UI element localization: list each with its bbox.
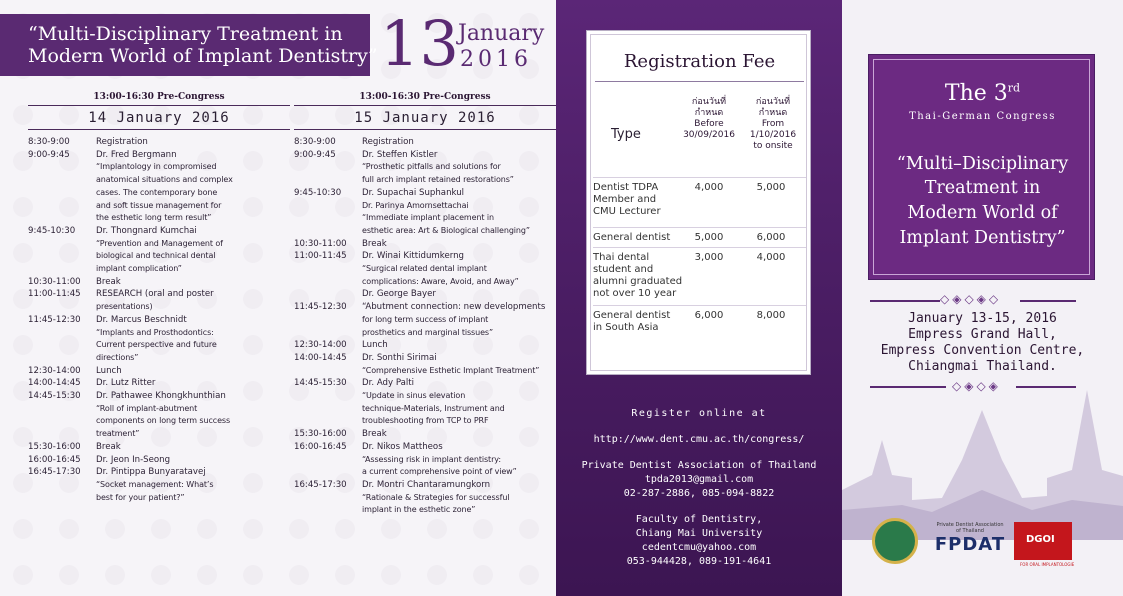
- fee-type-line: Thai dental: [593, 252, 650, 263]
- edition-text: The 3: [944, 81, 1008, 106]
- session-description: esthetic area: Art & Biological challenging”: [362, 225, 530, 235]
- session-title: Break: [96, 441, 121, 452]
- column-header-line: 30/09/2016: [683, 130, 735, 140]
- session-description: “Prevention and Management of: [96, 238, 223, 248]
- session-details: [362, 288, 556, 301]
- fee-from: 8,000: [756, 310, 786, 321]
- session-title: “Abutment connection: new developments: [362, 302, 546, 313]
- session-details: [96, 454, 290, 467]
- session-title: Dr. Pintippa Bunyaratavej: [96, 467, 206, 478]
- session-description: full arch implant retained restorations”: [362, 175, 514, 185]
- program-banner: [0, 14, 378, 76]
- session-title: Dr. George Bayer: [362, 289, 436, 300]
- session-description: “Update in sinus elevation: [362, 391, 466, 401]
- type-header: Type: [611, 127, 641, 142]
- cover-title-box: [868, 54, 1095, 280]
- cover-title-line-1: “Multi–Disciplinary: [896, 154, 1069, 174]
- session-row: [294, 352, 556, 377]
- session-details: [362, 428, 556, 441]
- org2-email[interactable]: cedentcmu@yahoo.com: [641, 542, 757, 553]
- big-date-day: 13: [380, 7, 459, 80]
- session-time: 8:30-9:00: [28, 137, 70, 147]
- session-details: [96, 136, 290, 149]
- session-row: [28, 454, 290, 467]
- session-description: “Assessing risk in implant dentistry:: [362, 454, 501, 464]
- session-time: 14:45-15:30: [294, 378, 347, 389]
- session-description: “Implants and Prosthodontics:: [96, 327, 214, 337]
- fee-before: 3,000: [694, 252, 724, 263]
- session-time: 12:30-14:00: [28, 365, 81, 376]
- big-date-month: January: [458, 21, 545, 46]
- congress-subtitle: Thai-German Congress: [909, 111, 1056, 122]
- session-details: [362, 250, 556, 288]
- chiang-mai-university-logo-icon: [872, 518, 918, 564]
- session-time: 8:30-9:00: [294, 137, 336, 147]
- session-details: [362, 136, 556, 149]
- banner-line-1: “Multi-Disciplinary Treatment in: [28, 23, 343, 45]
- session-row: [28, 377, 290, 390]
- session-details: [362, 352, 556, 377]
- divider: [595, 81, 804, 82]
- ornament-icon: ◇◈◇◈: [952, 379, 1001, 393]
- org1-name: Private Dentist Association of Thailand: [581, 460, 817, 471]
- session-details: [362, 187, 556, 238]
- session-description: “Surgical related dental implant: [362, 264, 487, 274]
- session-time: 9:45-10:30: [294, 187, 342, 198]
- session-title: Dr. Steffen Kistler: [362, 149, 438, 160]
- big-date-year: 2016: [460, 47, 532, 72]
- fee-from: 5,000: [756, 182, 786, 193]
- column-header-line: 1/10/2016: [749, 130, 797, 140]
- session-details: [362, 339, 556, 352]
- session-time: 14:45-15:30: [28, 391, 81, 402]
- session-details: [96, 314, 290, 365]
- session-title: Dr. Montri Chantaramungkorn: [362, 479, 491, 490]
- session-description: a current comprehensive point of view”: [362, 467, 517, 477]
- session-time: 10:30-11:00: [28, 276, 81, 287]
- session-title: Break: [362, 429, 387, 440]
- fee-type-line: Dentist TDPA: [593, 182, 659, 193]
- registration-fee-table: [586, 30, 811, 375]
- org1-phone: 02-287-2886, 085-094-8822: [623, 488, 775, 499]
- session-details: [362, 149, 556, 187]
- day-1-schedule: [28, 92, 290, 504]
- session-row: [28, 276, 290, 289]
- session-details: [362, 479, 556, 517]
- session-row: [294, 441, 556, 479]
- column-header-line: Before: [694, 119, 724, 129]
- fee-type-line: not over 10 year: [593, 288, 677, 299]
- org2-phone: 053-944428, 089-191-4641: [626, 556, 772, 567]
- session-description: implant complication”: [96, 264, 182, 274]
- venue-line-2: Empress Convention Centre,: [880, 343, 1085, 358]
- fee-before: 4,000: [694, 182, 724, 193]
- dgoi-logo-caption: FOR ORAL IMPLANTOLOGIE: [1020, 562, 1075, 567]
- session-title: Break: [96, 276, 121, 287]
- session-row: [28, 365, 290, 378]
- column-header-line: From: [761, 119, 785, 129]
- fee-row: [593, 305, 806, 343]
- session-title: Registration: [362, 137, 414, 147]
- session-time: 12:30-14:00: [294, 340, 347, 351]
- fee-row: [593, 177, 806, 227]
- session-time: 16:45-17:30: [294, 479, 347, 490]
- session-title: Dr. Jeon In-Seong: [96, 454, 171, 465]
- session-description: the esthetic long term result”: [96, 213, 212, 223]
- session-details: [96, 225, 290, 276]
- session-time: 10:30-11:00: [294, 238, 347, 249]
- session-title: Dr. Thongnard Kumchai: [96, 225, 197, 236]
- session-description: technique-Materials, Instrument and: [362, 403, 505, 413]
- session-row: [294, 149, 556, 187]
- fee-before: 5,000: [694, 232, 724, 243]
- edition-suffix: rd: [1007, 81, 1021, 95]
- session-time: 16:45-17:30: [28, 467, 81, 478]
- session-time: 9:00-9:45: [28, 149, 70, 160]
- session-list: [28, 136, 290, 504]
- fee-type: [593, 182, 683, 218]
- session-row: [294, 136, 556, 149]
- session-description: and soft tissue management for: [96, 200, 222, 210]
- session-row: [28, 288, 290, 313]
- column-header-before: [679, 97, 739, 141]
- session-list: [294, 136, 556, 517]
- pre-congress-label: 13:00-16:30 Pre-Congress: [294, 92, 556, 106]
- org1-email[interactable]: tpda2013@gmail.com: [644, 474, 754, 485]
- session-description: “Rationale & Strategies for successful: [362, 492, 510, 502]
- session-row: [28, 149, 290, 225]
- session-details: [362, 441, 556, 479]
- session-description: “Implantology in compromised: [96, 162, 217, 172]
- fee-type: [593, 252, 683, 300]
- session-title: Dr. Fred Bergmann: [96, 149, 177, 160]
- session-row: [294, 250, 556, 288]
- session-description: anatomical situations and complex: [96, 175, 233, 185]
- column-header-line: กำหนด: [758, 108, 788, 118]
- fee-type-line: student and: [593, 264, 654, 275]
- session-description: presentations): [96, 302, 153, 312]
- session-description: “Socket management: What’s: [96, 479, 214, 489]
- fee-type: [593, 310, 683, 334]
- org2-name: Faculty of Dentistry,: [635, 514, 763, 525]
- day-heading: 14 January 2016: [28, 110, 290, 130]
- column-header-line: to onsite: [753, 141, 793, 151]
- session-row: [28, 225, 290, 276]
- session-title: Lunch: [362, 340, 388, 351]
- session-row: [294, 339, 556, 352]
- register-heading: Register online at: [631, 408, 767, 419]
- fee-row: [593, 227, 806, 247]
- venue-line-3: Chiangmai Thailand.: [908, 359, 1057, 374]
- session-details: [362, 377, 556, 428]
- session-details: [96, 365, 290, 378]
- session-description: for long term success of implant: [362, 314, 489, 324]
- session-title: Dr. Nikos Mattheos: [362, 441, 443, 452]
- fee-type-line: General dentist: [593, 310, 671, 321]
- session-row: [294, 377, 556, 428]
- session-time: 15:30-16:00: [28, 441, 81, 452]
- session-title: Dr. Pathawee Khongkhunthian: [96, 391, 226, 402]
- session-description: “Comprehensive Esthetic Implant Treatment”: [362, 365, 540, 375]
- session-details: [96, 377, 290, 390]
- session-time: 15:30-16:00: [294, 429, 347, 440]
- column-header-line: ก่อนวันที่: [691, 97, 727, 107]
- session-description: prosthetics and marginal tissues”: [362, 327, 494, 337]
- cover-title-line-2: Treatment in: [924, 178, 1041, 198]
- session-row: [294, 238, 556, 251]
- fee-type-line: CMU Lecturer: [593, 206, 661, 217]
- session-details: [96, 441, 290, 454]
- session-details: [96, 288, 290, 313]
- session-time: 11:45-12:30: [294, 302, 347, 313]
- session-row: [28, 136, 290, 149]
- dgoi-logo: DGOI: [1014, 522, 1072, 560]
- session-time: 11:45-12:30: [28, 314, 81, 325]
- session-title: Registration: [96, 137, 148, 147]
- ornament-icon: ◇◈◇◈◇: [940, 292, 1002, 306]
- fee-title: Registration Fee: [623, 51, 776, 72]
- fpdat-logo: [934, 522, 1006, 562]
- session-details: [362, 238, 556, 251]
- session-description: treatment”: [96, 429, 140, 439]
- session-row: [294, 288, 556, 301]
- session-description: Dr. Parinya Amornsettachai: [362, 200, 469, 210]
- session-details: [96, 149, 290, 225]
- session-title: Dr. Sonthi Sirimai: [362, 352, 437, 363]
- session-row: [28, 441, 290, 454]
- divider: [870, 300, 940, 302]
- session-row: [28, 466, 290, 504]
- session-time: 14:00-14:45: [28, 378, 81, 389]
- column-header-line: กำหนด: [694, 108, 724, 118]
- session-row: [294, 187, 556, 238]
- session-details: [96, 276, 290, 289]
- session-description: implant in the esthetic zone”: [362, 505, 476, 515]
- day-heading: 15 January 2016: [294, 110, 556, 130]
- session-title: RESEARCH (oral and poster: [96, 289, 214, 300]
- org2-university: Chiang Mai University: [635, 528, 763, 539]
- cover-title-line-4: Implant Dentistry”: [899, 228, 1066, 248]
- session-description: directions”: [96, 352, 139, 362]
- column-header-from: [743, 97, 803, 152]
- session-time: 11:00-11:45: [28, 289, 81, 300]
- session-description: cases. The contemporary bone: [96, 187, 218, 197]
- sponsor-logos: [842, 514, 1123, 580]
- session-time: 9:45-10:30: [28, 225, 76, 236]
- session-title: Dr. Lutz Ritter: [96, 378, 156, 389]
- day-2-schedule: [294, 92, 556, 517]
- venue-line-1: Empress Grand Hall,: [908, 327, 1057, 342]
- session-row: [28, 314, 290, 365]
- fee-before: 6,000: [694, 310, 724, 321]
- session-time: 9:00-9:45: [294, 149, 336, 160]
- event-date: January 13-15, 2016: [908, 311, 1057, 326]
- fpdat-logo-mark: FPDAT: [934, 534, 1006, 555]
- session-row: [294, 479, 556, 517]
- fee-type-line: in South Asia: [593, 322, 659, 333]
- session-description: components on long term success: [96, 416, 231, 426]
- fpdat-logo-caption: Private Dentist Association of Thailand: [936, 522, 1004, 534]
- session-time: 14:00-14:45: [294, 352, 347, 363]
- session-title: Lunch: [96, 365, 122, 376]
- session-title: Dr. Winai Kittidumkerng: [362, 251, 465, 262]
- session-description: “Immediate implant placement in: [362, 213, 494, 223]
- fee-type-line: Member and: [593, 194, 657, 205]
- session-title: Dr. Ady Palti: [362, 378, 415, 389]
- session-description: “Roll of implant-abutment: [96, 403, 198, 413]
- pre-congress-label: 13:00-16:30 Pre-Congress: [28, 92, 290, 106]
- session-title: Dr. Marcus Beschnidt: [96, 314, 187, 325]
- session-description: biological and technical dental: [96, 251, 216, 261]
- divider: [1020, 300, 1076, 302]
- session-row: [294, 428, 556, 441]
- session-description: Current perspective and future: [96, 340, 217, 350]
- fee-type-line: alumni graduated: [593, 276, 683, 287]
- session-row: [28, 390, 290, 441]
- banner-line-2: Modern World of Implant Dentistry”: [28, 45, 378, 67]
- fee-from: 4,000: [756, 252, 786, 263]
- session-title: Dr. Supachai Suphankul: [362, 187, 465, 198]
- session-row: [294, 301, 556, 339]
- big-date: [378, 8, 553, 84]
- session-time: 16:00-16:45: [294, 441, 347, 452]
- session-details: [362, 301, 556, 339]
- cover-title-line-3: Modern World of: [907, 203, 1058, 223]
- fee-type-line: General dentist: [593, 232, 671, 243]
- session-description: complications: Aware, Avoid, and Away”: [362, 276, 519, 286]
- session-description: best for your patient?”: [96, 492, 185, 502]
- session-description: troubleshooting from TCP to PRF: [362, 416, 489, 426]
- fee-type: [593, 232, 683, 244]
- column-header-line: ก่อนวันที่: [755, 97, 791, 107]
- session-details: [96, 390, 290, 441]
- session-time: 16:00-16:45: [28, 454, 81, 465]
- session-description: “Prosthetic pitfalls and solutions for: [362, 162, 501, 172]
- session-details: [96, 466, 290, 504]
- fee-row: [593, 247, 806, 305]
- edition-title: [869, 81, 1096, 106]
- fee-from: 6,000: [756, 232, 786, 243]
- session-time: 11:00-11:45: [294, 251, 347, 262]
- session-title: Break: [362, 238, 387, 249]
- session-time: [294, 288, 362, 301]
- register-url[interactable]: http://www.dent.cmu.ac.th/congress/: [593, 434, 805, 445]
